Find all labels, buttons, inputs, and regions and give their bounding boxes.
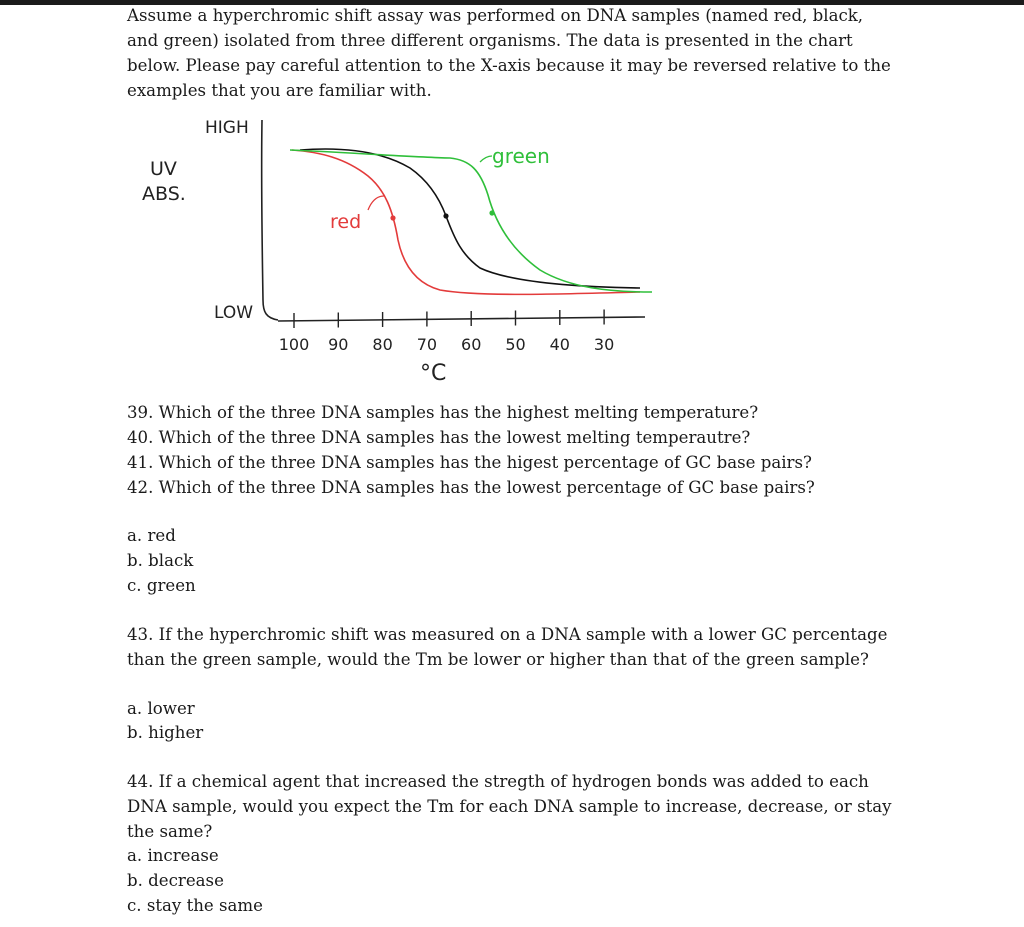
intro-paragraph: Assume a hyperchromic shift assay was performed on DNA samples (named red, black, and green) isolated from three different organisms. The data is presented in the chart below. Please pay careful attention to the X-axis because it may be reversed relative to the examples that you are familiar with. (127, 6, 891, 100)
x-tick-label: 50 (505, 335, 526, 354)
series-label-green: green (492, 144, 550, 168)
x-tick-label: 30 (593, 335, 615, 354)
y-axis (262, 120, 278, 320)
option-b-decrease: b. decrease (127, 871, 224, 890)
series-midpoint-black (443, 213, 448, 218)
question-44: 44. If a chemical agent that increased the stregth of hydrogen bonds was added to each DNA sample, would you expect the Tm for each DNA sample to increase, decrease, or stay the same? (127, 772, 892, 841)
question-40: 40. Which of the three DNA samples has the lowest melting temperautre? (127, 428, 751, 447)
x-tick-label: 80 (372, 335, 393, 354)
y-high-label: HIGH (205, 118, 249, 138)
y-axis-label-line1: UV (150, 158, 177, 180)
y-low-label: LOW (214, 303, 254, 323)
series-label-red: red (330, 211, 362, 233)
x-tick-label: 40 (549, 335, 570, 354)
melting-curve-chart (0, 0, 1024, 400)
option-a-increase: a. increase (127, 846, 219, 865)
x-axis (278, 317, 645, 321)
x-tick-label: 90 (328, 335, 349, 354)
x-axis-label: °C (420, 361, 447, 386)
option-a-lower: a. lower (127, 699, 195, 718)
series-pointer-green (480, 156, 492, 162)
option-a-red: a. red (127, 526, 176, 545)
option-c-stay-the-same: c. stay the same (127, 896, 263, 915)
question-42: 42. Which of the three DNA samples has the lowest percentage of GC base pairs? (127, 478, 815, 497)
question-43: 43. If the hyperchromic shift was measured on a DNA sample with a lower GC percentage than the green sample, would the Tm be lower or higher than that of the green sample? (127, 625, 888, 669)
option-c-green: c. green (127, 576, 196, 595)
option-b-higher: b. higher (127, 723, 204, 742)
x-tick-label: 100 (278, 335, 310, 354)
question-39: 39. Which of the three DNA samples has the highest melting temperature? (127, 403, 759, 422)
series-pointer-red (368, 196, 384, 210)
series-midpoint-red (390, 215, 395, 220)
x-tick-label: 60 (461, 335, 482, 354)
x-ticks (279, 310, 615, 355)
x-tick-label: 70 (416, 335, 438, 354)
option-b-black: b. black (127, 551, 194, 570)
series-midpoint-green (489, 210, 494, 215)
y-axis-label-line2: ABS. (142, 183, 186, 205)
question-41: 41. Which of the three DNA samples has the higest percentage of GC base pairs? (127, 453, 812, 472)
